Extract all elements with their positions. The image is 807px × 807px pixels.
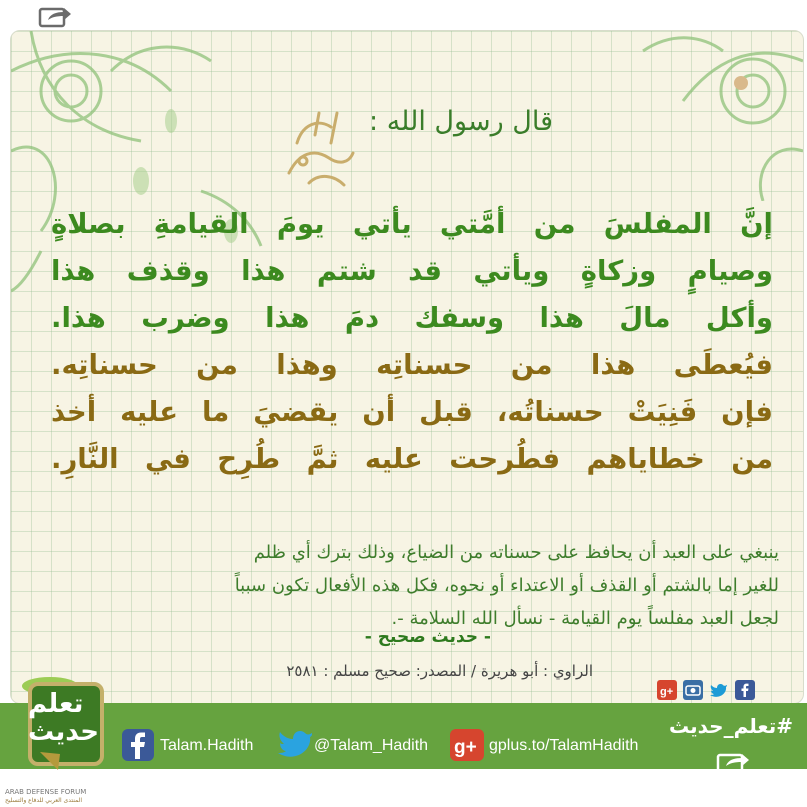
hadith-line: وصيامٍ وزكاةٍ ويأتي قد شتم هذا وقذف هذا xyxy=(51,255,773,287)
gplus-icon[interactable] xyxy=(657,680,677,700)
svg-text:g+: g+ xyxy=(660,686,674,698)
logo-line: تعلم xyxy=(28,689,84,719)
facebook-icon[interactable] xyxy=(735,680,755,700)
social-icons-row xyxy=(657,680,755,700)
hadith-line: من خطاياهم فطُرحت عليه ثمَّ طُرِح في النَّارِ. xyxy=(51,443,773,475)
hadith-card xyxy=(10,30,804,704)
camera-icon[interactable] xyxy=(683,680,703,700)
facebook-icon[interactable] xyxy=(120,723,156,767)
explanation-line: للغير إما بالشتم أو القذف أو الاعتداء أو نحوه، فكل هذه الأفعال تكون سبباً xyxy=(234,575,779,596)
share-icon[interactable] xyxy=(34,4,74,28)
gplus-icon[interactable] xyxy=(448,723,486,767)
hadith-line: فإن فَنِيَتْ حسناتُه، قبل أن يقضيَ ما عليه أخذ xyxy=(51,396,773,428)
facebook-handle[interactable]: Talam.Hadith xyxy=(160,737,254,754)
gplus-link[interactable]: gplus.to/TalamHadith xyxy=(489,737,639,754)
hadith-source: الراوي : أبو هريرة / المصدر: صحيح مسلم : ٢٥٨١ xyxy=(286,662,593,680)
logo-text xyxy=(28,690,99,746)
hashtag[interactable]: #تعلم_حديث xyxy=(668,714,793,738)
twitter-handle[interactable]: @Talam_Hadith xyxy=(314,737,429,754)
hadith-grade: - حديث صحيح - xyxy=(364,627,491,647)
logo-line: حديث xyxy=(28,717,100,747)
svg-text:g+: g+ xyxy=(454,737,477,758)
watermark-credit-arabic: المنتدى العربي للدفاع والتسليح xyxy=(5,797,82,804)
floral-ornament-right xyxy=(603,31,803,201)
hadith-line: إنَّ المفلسَ من أمَّتي يأتي يومَ القيامةِ بصلاةٍ xyxy=(51,208,773,240)
hadith-text xyxy=(51,201,773,483)
explanation-text xyxy=(51,536,779,635)
twitter-icon[interactable] xyxy=(276,723,316,767)
explanation-line: ينبغي على العبد أن يحافظ على حسناته من الضياع، وذلك بترك أي ظلم xyxy=(253,542,779,563)
hadith-line: وأكل مالَ هذا وسفك دمَ هذا وضرب هذا. xyxy=(51,302,773,334)
salawat-calligraphy-icon xyxy=(279,103,359,195)
twitter-icon[interactable] xyxy=(709,680,729,700)
hadith-line: فيُعطَى هذا من حسناتِه وهذا من حسناتِه. xyxy=(51,349,773,381)
intro-text: قال رسول الله : xyxy=(369,106,553,137)
explanation-line: لجعل العبد مفلساً يوم القيامة - نسأل الله السلامة -. xyxy=(391,608,779,629)
watermark-credit: ARAB DEFENSE FORUM xyxy=(5,788,87,796)
share-icon[interactable] xyxy=(712,750,752,774)
